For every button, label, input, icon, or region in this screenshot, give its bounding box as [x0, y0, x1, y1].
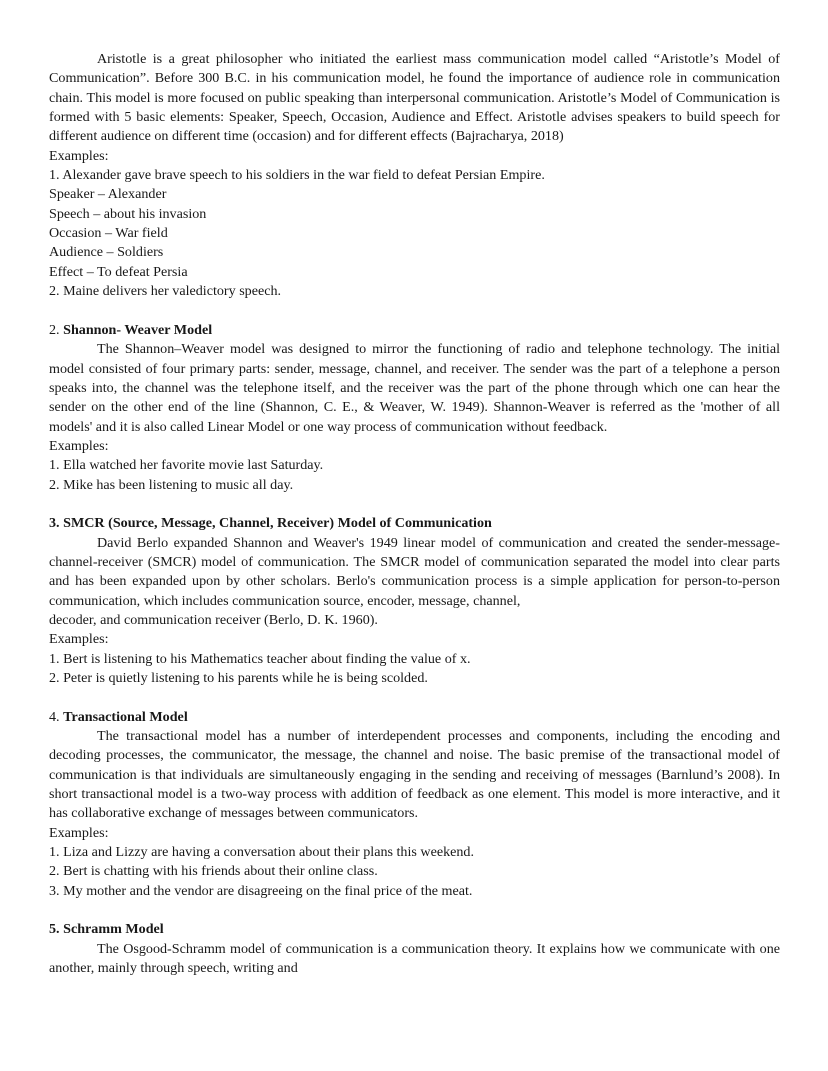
smcr-example-1: 1. Bert is listening to his Mathematics teacher about finding the value of x. [49, 650, 471, 667]
aristotle-examples-label: Examples: [49, 147, 109, 164]
heading-shannon-weaver-title: Shannon- Weaver Model [63, 321, 213, 338]
spacer [49, 301, 780, 320]
aristotle-element-effect: Effect – To defeat Persia [49, 263, 188, 280]
transactional-examples-label: Examples: [49, 824, 109, 841]
transactional-paragraph: The transactional model has a number of interdependent processes and components, including the encoding and decoding processes, the communicator, the message, the channel and noise. The basic premise of the transactional model of communication is that individuals are simultaneously engaging in the sending and receiving of messages (Barnlund’s 2008). In short transactional model is a two-way process with addition of feedback as one element. This model is more interactive, and it has collaborative exchange of messages between communicators. [49, 728, 780, 822]
smcr-paragraph-tail: decoder, and communication receiver (Berlo, D. K. 1960). [49, 611, 378, 628]
shannon-weaver-example-2: 2. Mike has been listening to music all day. [49, 476, 294, 493]
aristotle-element-speech: Speech – about his invasion [49, 205, 207, 222]
heading-transactional-number: 4. [49, 708, 60, 725]
heading-schramm-title: Schramm Model [63, 921, 164, 938]
heading-smcr [49, 514, 780, 533]
heading-smcr-number: 3. [49, 515, 60, 532]
section-aristotle [49, 50, 780, 301]
aristotle-element-occasion: Occasion – War field [49, 225, 168, 242]
aristotle-element-speaker: Speaker – Alexander [49, 186, 167, 203]
smcr-example-2: 2. Peter is quietly listening to his parents while he is being scolded. [49, 670, 428, 686]
schramm-paragraph: The Osgood-Schramm model of communication is a communication theory. It explains how we communicate with one another, mainly through speech, writing and [49, 940, 780, 977]
document-body [49, 50, 780, 979]
transactional-example-2: 2. Bert is chatting with his friends about their online class. [49, 863, 378, 880]
smcr-examples-label: Examples: [49, 631, 109, 648]
aristotle-paragraph: Aristotle is a great philosopher who initiated the earliest mass communication model called “Aristotle’s Model of Communication”. Before 300 B.C. in his communication model, he found the importance of audience role in communication chain. This model is more focused on public speaking than interpersonal communication. Aristotle’s Model of Communication is formed with 5 basic elements: Speaker, Speech, Occasion, Audience and Effect. Aristotle advises speakers to build speech for different audience on different time (occasion) and for different effects (Bajracharya, 2018) [49, 51, 780, 145]
heading-transactional [49, 708, 780, 727]
heading-smcr-title: SMCR (Source, Message, Channel, Receiver) Model of Communication [63, 515, 492, 532]
spacer [49, 901, 780, 920]
aristotle-element-audience: Audience – Soldiers [49, 244, 164, 261]
smcr-paragraph: David Berlo expanded Shannon and Weaver's 1949 linear model of communication and created the sender-message-channel-receiver (SMCR) model of communication. The SMCR model of communication separated the model into clear parts and has been expanded upon by other scholars. Berlo's communication process is a simple application for person-to-person communication, which includes communication source, encoder, message, channel, [49, 534, 780, 609]
heading-shannon-weaver-number: 2. [49, 321, 60, 338]
section-shannon-weaver [49, 321, 780, 495]
shannon-weaver-example-1: 1. Ella watched her favorite movie last Saturday. [49, 457, 324, 474]
aristotle-example-1: 1. Alexander gave brave speech to his soldiers in the war field to defeat Persian Empire. [49, 167, 545, 184]
section-schramm [49, 920, 780, 978]
aristotle-example-2: 2. Maine delivers her valedictory speech. [49, 283, 282, 300]
heading-shannon-weaver [49, 321, 780, 340]
heading-schramm [49, 920, 780, 939]
heading-schramm-number: 5. [49, 921, 60, 938]
shannon-weaver-paragraph: The Shannon–Weaver model was designed to mirror the functioning of radio and telephone technology. The initial model consisted of four primary parts: sender, message, channel, and receiver. The sender was the part of a telephone a person speaks into, the channel was the telephone itself, and the receiver was the part of the phone through which one can hear the sender on the other end of the line (Shannon, C. E., & Weaver, W. 1949). Shannon-Weaver is referred as the 'mother of all models' and it is also called Linear Model or one way process of communication without feedback. [49, 341, 780, 435]
section-smcr [49, 514, 780, 688]
transactional-example-3: 3. My mother and the vendor are disagreeing on the final price of the meat. [49, 882, 473, 899]
transactional-example-1: 1. Liza and Lizzy are having a conversation about their plans this weekend. [49, 844, 475, 861]
spacer [49, 688, 780, 707]
shannon-weaver-examples-label: Examples: [49, 437, 109, 454]
spacer [49, 495, 780, 514]
heading-transactional-title: Transactional Model [63, 708, 188, 725]
section-transactional [49, 708, 780, 901]
